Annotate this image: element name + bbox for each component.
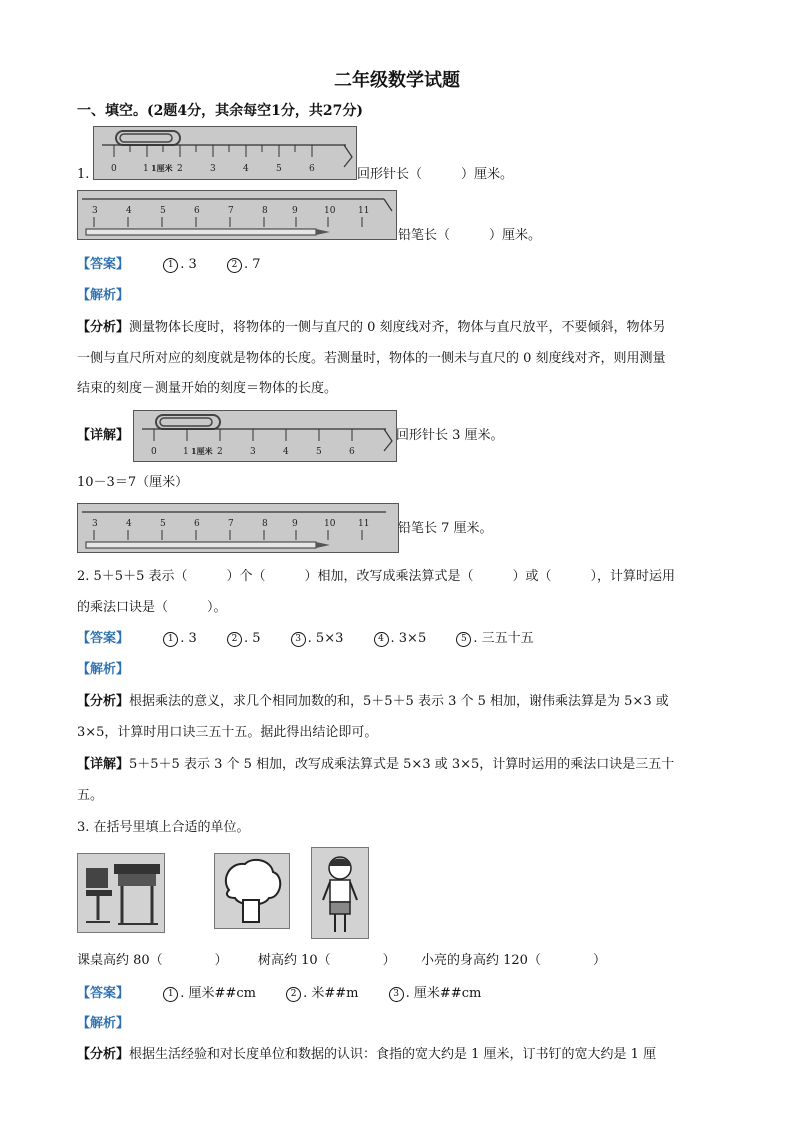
analysis-label: 【解析】 — [77, 1016, 130, 1031]
q2-question-line: 2. 5＋5＋5 表示（ ）个（ ）相加，改写成乘法算式是（ ）或（ ），计算时运用 — [77, 569, 675, 584]
clip-ruler-unit: 1厘米 — [151, 163, 173, 173]
answer-label: 【答案】 — [77, 986, 130, 1001]
pencil-ruler-image — [77, 190, 397, 240]
clip-ruler-tick: 3 — [210, 164, 216, 174]
boy-image — [311, 847, 369, 939]
clip-ruler-tick: 0 — [111, 164, 117, 174]
pencil-ruler-tick: 9 — [292, 206, 298, 216]
pencil-ruler-tick: 8 — [262, 519, 268, 529]
pencil-ruler-tick: 5 — [160, 519, 166, 529]
pencil-ruler-tick: 4 — [126, 206, 132, 216]
q1-fenxi-line: 【分析】测量物体长度时，将物体的一侧与直尺的 0 刻度线对齐，物体与直尺放平，不要倾斜，物体另 — [77, 320, 666, 335]
desk-chair-image — [77, 853, 165, 933]
pencil-ruler-tick: 10 — [324, 206, 336, 216]
answer-item: 5 . 三五十五 — [456, 631, 533, 646]
clip-ruler-tick: 2 — [217, 447, 223, 457]
q1-clip-text: 回形针长（ ）厘米。 — [357, 167, 514, 182]
pencil-ruler-tick: 10 — [324, 519, 336, 529]
q2-answer-row — [77, 631, 560, 647]
answer-item: 3 . 厘米##cm — [389, 986, 482, 1001]
q3-item: 小亮的身高约 120（ ） — [421, 953, 606, 968]
tree-image — [214, 853, 290, 929]
pencil-ruler-tick: 3 — [92, 206, 98, 216]
clip-ruler-tick: 5 — [316, 447, 322, 457]
pencil-ruler-tick: 11 — [358, 519, 370, 529]
answer-label: 【答案】 — [77, 257, 130, 272]
clip-ruler-tick: 6 — [309, 164, 315, 174]
pencil-ruler-tick: 6 — [194, 519, 200, 529]
clip-ruler-tick: 4 — [243, 164, 249, 174]
pencil-ruler-tick: 9 — [292, 519, 298, 529]
answer-item: 1 . 3 — [163, 631, 197, 646]
q3-item: 课桌高约 80（ ） — [77, 953, 228, 968]
q1-calc: 10－3＝7（厘米） — [77, 475, 189, 490]
pencil-ruler-tick: 7 — [228, 206, 234, 216]
answer-item: 1 . 厘米##cm — [163, 986, 256, 1001]
answer-item: 2 . 7 — [227, 257, 261, 272]
clip-ruler-tick: 2 — [177, 164, 183, 174]
clip-ruler-image-detail — [133, 410, 397, 462]
pencil-ruler-tick: 8 — [262, 206, 268, 216]
q3-answer-row — [77, 986, 507, 1002]
q2-detail-line: 五。 — [77, 788, 104, 803]
pencil-ruler-image-detail — [77, 503, 399, 553]
clip-ruler-tick: 1 — [183, 447, 189, 457]
answer-label: 【答案】 — [77, 631, 130, 646]
q1-detail-clip: 回形针长 3 厘米。 — [396, 428, 504, 443]
section-heading: 一、填空。(2题4分，其余每空1分，共27分) — [77, 103, 363, 119]
clip-ruler-tick: 6 — [349, 447, 355, 457]
pencil-ruler-tick: 3 — [92, 519, 98, 529]
q1-pencil-text: 铅笔长（ ）厘米。 — [398, 228, 542, 243]
clip-ruler-image — [93, 126, 357, 180]
pencil-ruler-tick: 4 — [126, 519, 132, 529]
clip-ruler-tick: 3 — [250, 447, 256, 457]
q1-fenxi-line: 一侧与直尺所对应的刻度就是物体的长度。若测量时，物体的一侧未与直尺的 0 刻度线对齐，则用测量 — [77, 351, 666, 366]
q3-item: 树高约 10（ ） — [258, 953, 396, 968]
q3-title: 3. 在括号里填上合适的单位。 — [77, 820, 250, 835]
q1-fenxi-line: 结束的刻度－测量开始的刻度＝物体的长度。 — [77, 381, 338, 396]
page-title: 二年级数学试题 — [334, 70, 460, 91]
pencil-ruler-tick: 5 — [160, 206, 166, 216]
analysis-label: 【解析】 — [77, 662, 130, 677]
q1-detail-pencil: 铅笔长 7 厘米。 — [398, 521, 493, 536]
clip-ruler-tick: 4 — [283, 447, 289, 457]
answer-item: 4 . 3×5 — [374, 631, 427, 646]
clip-ruler-unit: 1厘米 — [191, 446, 213, 456]
q2-fenxi-line: 【分析】根据乘法的意义，求几个相同加数的和，5＋5＋5 表示 3 个 5 相加，谢伟乘法算是为 5×3 或 — [77, 694, 669, 709]
detail-label: 【详解】 — [77, 428, 130, 443]
answer-item: 2 . 米##m — [286, 986, 358, 1001]
clip-ruler-tick: 1 — [143, 164, 149, 174]
analysis-label: 【解析】 — [77, 288, 130, 303]
q2-question-line: 的乘法口诀是（ ）。 — [77, 600, 227, 615]
clip-ruler-tick: 0 — [151, 447, 157, 457]
answer-item: 1 . 3 — [163, 257, 197, 272]
pencil-ruler-tick: 7 — [228, 519, 234, 529]
pencil-ruler-tick: 11 — [358, 206, 370, 216]
answer-item: 2 . 5 — [227, 631, 261, 646]
q1-number: 1. — [77, 167, 90, 182]
pencil-ruler-tick: 6 — [194, 206, 200, 216]
q2-detail-line: 【详解】5＋5＋5 表示 3 个 5 相加，改写成乘法算式是 5×3 或 3×5，计算时运用的乘法口诀是三五十 — [77, 757, 675, 772]
q3-fenxi-line: 【分析】根据生活经验和对长度单位和数据的认识：食指的宽大约是 1 厘米，订书钉的宽大约是 1 厘 — [77, 1047, 657, 1062]
q1-answer-row — [77, 257, 287, 273]
clip-ruler-tick: 5 — [276, 164, 282, 174]
q2-fenxi-line: 3×5，计算时用口诀三五十五。据此得出结论即可。 — [77, 725, 378, 740]
answer-item: 3 . 5×3 — [291, 631, 344, 646]
